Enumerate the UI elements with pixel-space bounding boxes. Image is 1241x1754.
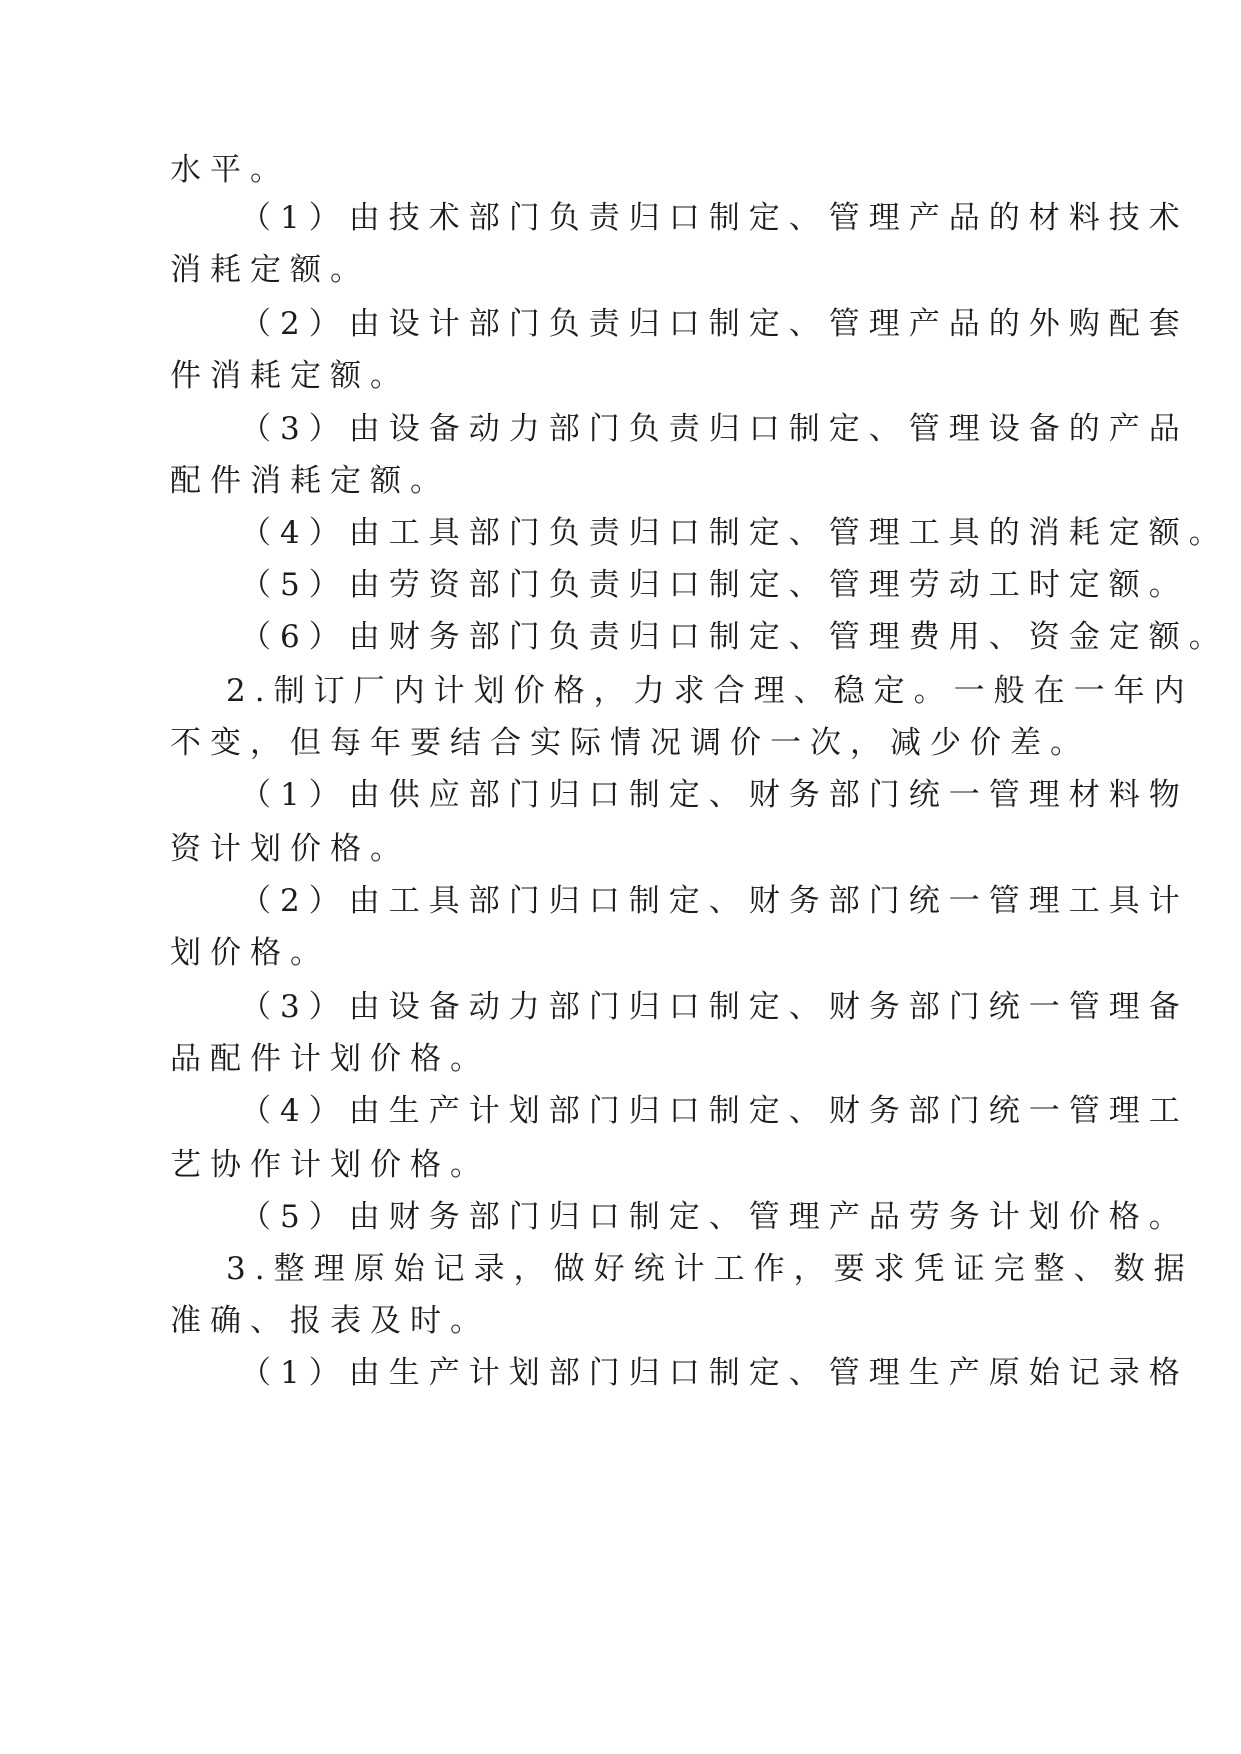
text-line-10: （6）由财务部门负责归口制定、管理费用、资金定额。 [240,619,1229,655]
text-line-21: （5）由财务部门归口制定、管理产品劳务计划价格。 [240,1199,1189,1235]
text-line-16: 划价格。 [170,935,330,971]
text-line-8: （4）由工具部门负责归口制定、管理工具的消耗定额。 [240,515,1229,551]
text-line-22: 3.整理原始记录，做好统计工作，要求凭证完整、数据 [226,1251,1194,1287]
text-line-20: 艺协作计划价格。 [170,1147,490,1183]
text-line-6: （3）由设备动力部门负责归口制定、管理设备的产品 [240,411,1189,447]
text-line-15: （2）由工具部门归口制定、财务部门统一管理工具计 [240,883,1189,919]
text-line-12: 不变，但每年要结合实际情况调价一次，减少价差。 [170,725,1090,761]
text-line-1: 水平。 [170,152,290,188]
text-line-23: 准确、报表及时。 [170,1303,490,1339]
text-line-7: 配件消耗定额。 [170,463,450,499]
text-line-19: （4）由生产计划部门归口制定、财务部门统一管理工 [240,1093,1189,1129]
text-line-13: （1）由供应部门归口制定、财务部门统一管理材料物 [240,777,1189,813]
text-line-5: 件消耗定额。 [170,358,410,394]
text-line-24: （1）由生产计划部门归口制定、管理生产原始记录格 [240,1355,1189,1391]
text-line-3: 消耗定额。 [170,252,370,288]
text-line-11: 2.制订厂内计划价格，力求合理、稳定。一般在一年内 [226,673,1194,709]
text-line-9: （5）由劳资部门负责归口制定、管理劳动工时定额。 [240,567,1189,603]
text-line-17: （3）由设备动力部门归口制定、财务部门统一管理备 [240,989,1189,1025]
text-line-4: （2）由设计部门负责归口制定、管理产品的外购配套 [240,306,1189,342]
text-line-14: 资计划价格。 [170,831,410,867]
text-line-2: （1）由技术部门负责归口制定、管理产品的材料技术 [240,200,1189,236]
text-line-18: 品配件计划价格。 [170,1041,490,1077]
